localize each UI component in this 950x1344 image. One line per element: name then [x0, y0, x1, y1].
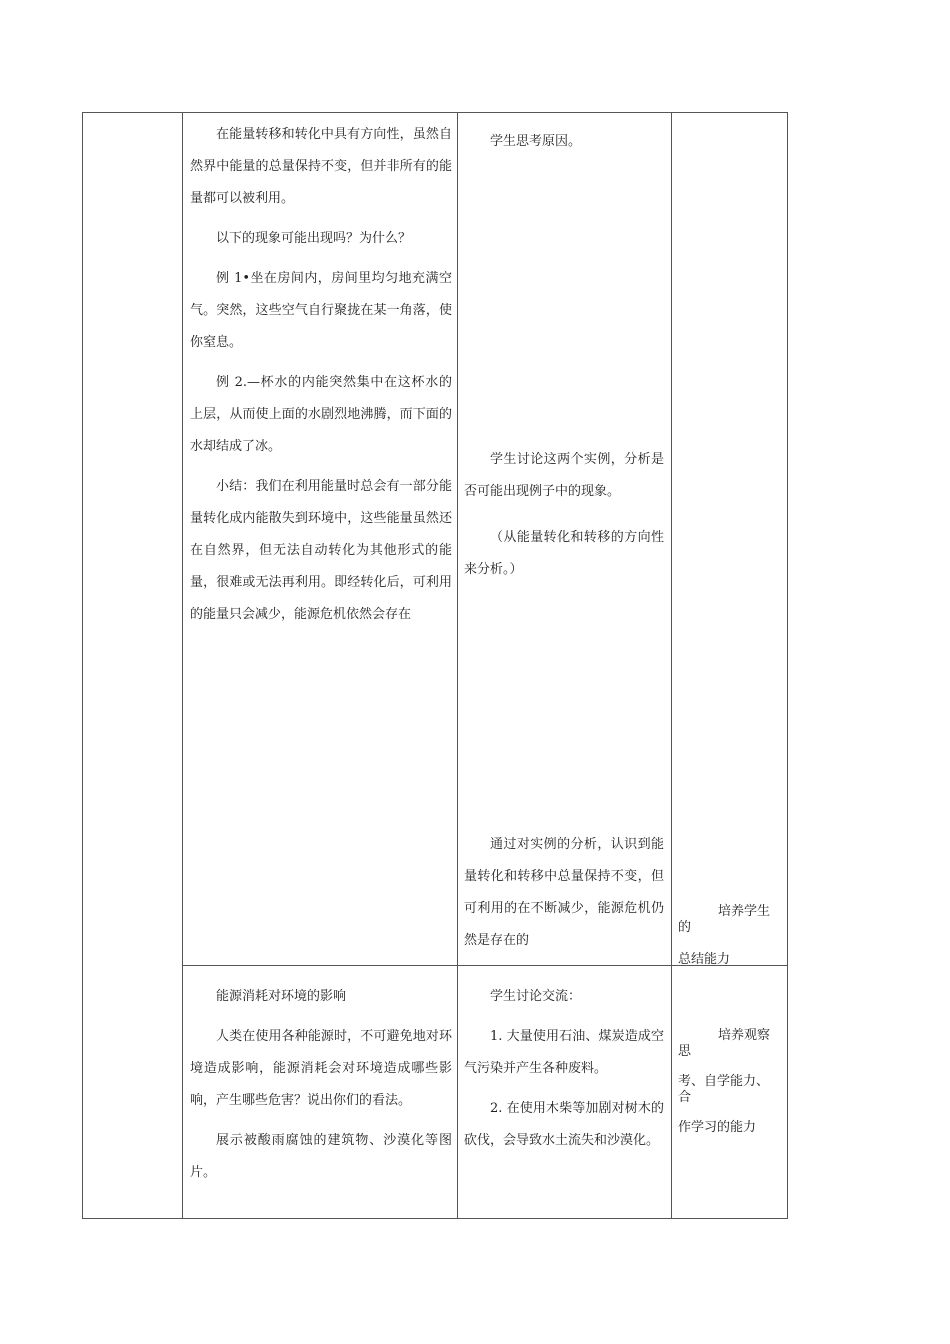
student-discuss-text: 学生讨论这两个实例，分析是否可能出现例子中的现象。	[464, 452, 664, 499]
row2-teacher-activity	[190, 981, 452, 1189]
row2-intent-line-3: 考、自学能力、	[678, 1074, 770, 1089]
row2-student-point-2: 2. 在使用木柴等加剧对树木的砍伐，会导致水土流失和沙漠化。	[464, 1101, 664, 1148]
row2-intent-line-4: 合	[678, 1090, 692, 1105]
table-left-border	[82, 112, 83, 1219]
table-col-divider-2	[457, 112, 458, 1219]
intent-line-1: 培养学生	[718, 904, 771, 919]
row2-student-activity	[464, 981, 664, 1157]
row2-paragraph-impact: 人类在使用各种能源时，不可避免地对环境造成影响，能源消耗会对环境造成哪些影响，产生哪些危害？说出你们的看法。	[190, 1029, 452, 1108]
student-conclusion-text: 通过对实例的分析，认识到能量转化和转移中总量保持不变，但可利用的在不断减少，能源危机仍然是存在的	[464, 837, 664, 948]
student-hint-text: （从能量转化和转移的方向性来分析。）	[464, 530, 664, 577]
row2-design-intent	[678, 1026, 784, 1138]
table-right-border	[787, 112, 788, 1219]
row2-student-discuss: 学生讨论交流：	[490, 989, 582, 1004]
student-think-text: 学生思考原因。	[490, 134, 582, 149]
row2-intent-line-2: 思	[678, 1044, 692, 1059]
intent-line-3: 总结能力	[678, 952, 731, 967]
table-col-divider-3	[671, 112, 672, 1219]
row2-intent-line-1: 培养观察	[718, 1028, 771, 1043]
paragraph-example-2: 例 2.—杯水的内能突然集中在这杯水的上层，从而使上面的水剧烈地沸腾，而下面的水却结成了冰。	[190, 375, 452, 454]
row1-student-hint	[464, 522, 664, 586]
paragraph-summary: 小结：我们在利用能量时总会有一部分能量转化成内能散失到环境中，这些能量虽然还在自然界，但无法自动转化为其他形式的能量，很难或无法再利用。即经转化后，可利用的能量只会减少，能源危机依然会存在	[190, 479, 452, 622]
table-col-divider-1	[182, 112, 183, 1219]
intent-line-2: 的	[678, 920, 692, 935]
paragraph-example-1: 例 1•坐在房间内，房间里均匀地充满空气。突然，这些空气自行聚拢在某一角落，使你窒息。	[190, 271, 452, 350]
table-top-border	[82, 112, 788, 113]
paragraph-direction: 在能量转移和转化中具有方向性，虽然自然界中能量的总量保持不变，但并非所有的能量都可以被利用。	[190, 127, 452, 206]
row2-intent-line-5: 作学习的能力	[678, 1120, 757, 1135]
row1-design-intent	[678, 902, 782, 970]
row2-paragraph-images: 展示被酸雨腐蚀的建筑物、沙漠化等图片。	[190, 1133, 452, 1180]
row2-student-point-1: 1. 大量使用石油、煤炭造成空气污染并产生各种废料。	[464, 1029, 664, 1076]
table-bottom-border	[82, 1218, 788, 1219]
row1-student-think	[464, 126, 664, 158]
paragraph-question: 以下的现象可能出现吗？为什么？	[216, 231, 412, 246]
row1-student-conclusion	[464, 829, 664, 957]
row1-teacher-activity	[190, 119, 452, 631]
row2-heading: 能源消耗对环境的影响	[216, 989, 347, 1004]
row1-student-discuss	[464, 444, 664, 508]
